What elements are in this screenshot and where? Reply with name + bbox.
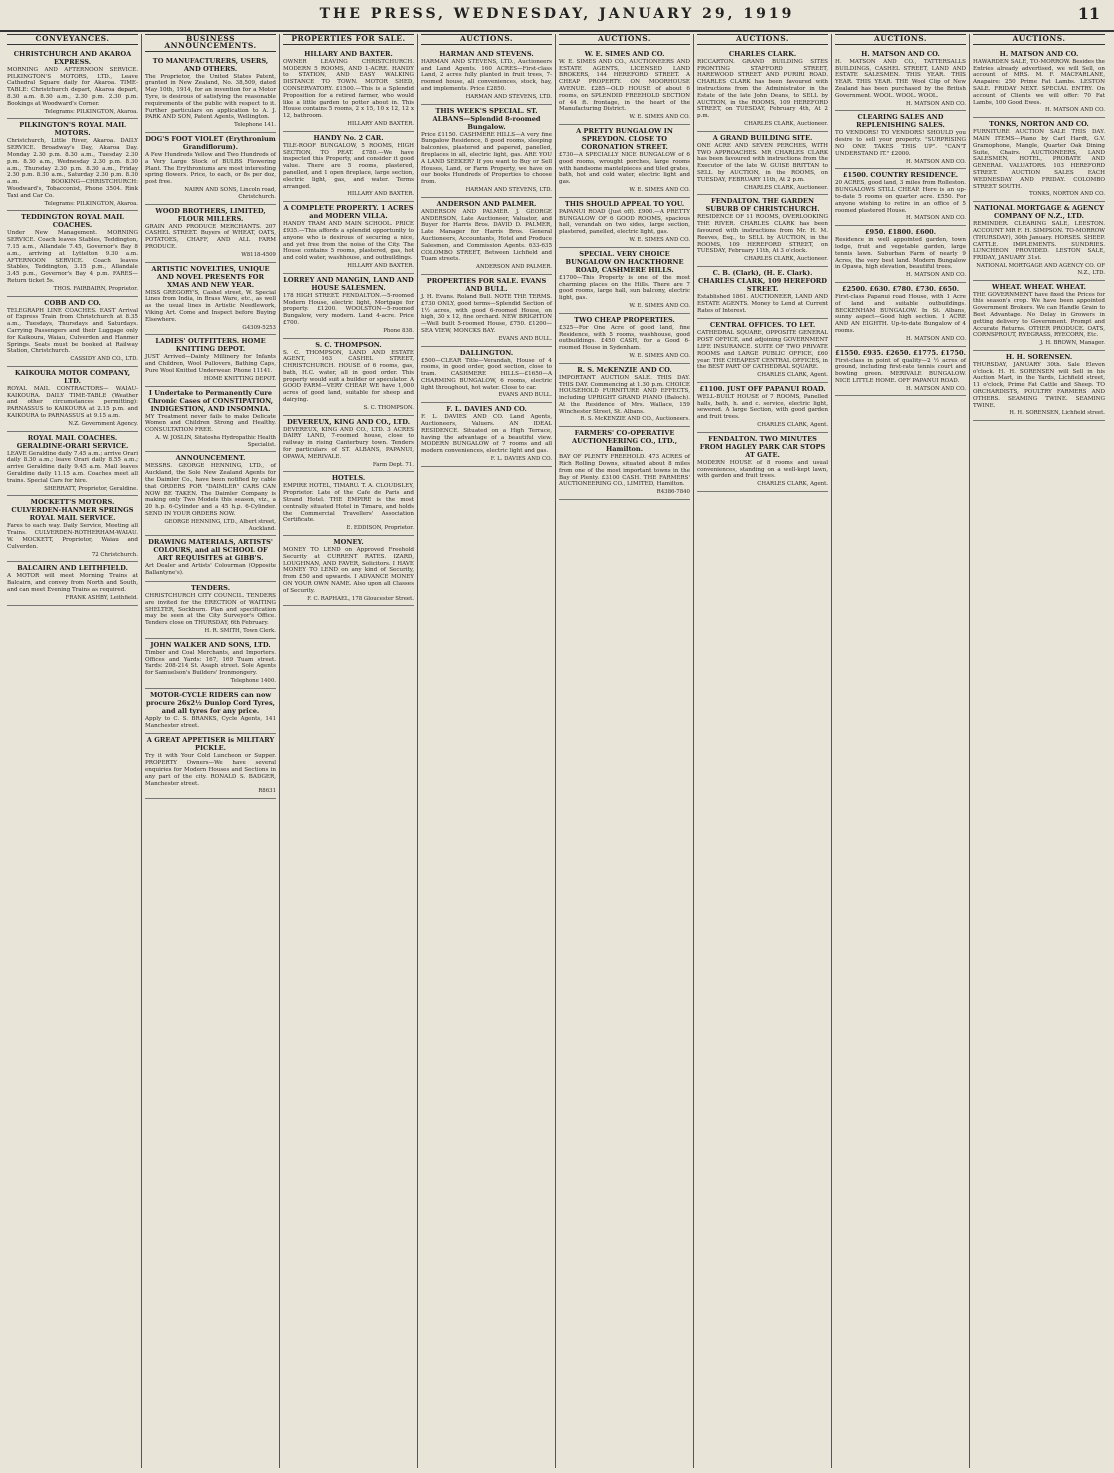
ad-headline: TWO CHEAP PROPERTIES. [574,315,675,324]
ad-body-text: £500—CLEAR Title—Verandah, House of 4 rooms, in good order, good section, close to tram. CASHMERE HILLS—£1650—A CHARMING BUNGALOW, 6 rooms, electric light throughout, hot water. Close to car. [421,357,552,391]
advertisement-block [421,105,552,198]
ad-headline: £1500. COUNTRY RESIDENCE. [842,171,959,180]
ad-signature: W8118-4509 [241,251,276,258]
newspaper-column [280,34,418,1468]
advertisement-block [973,351,1105,421]
ad-headline: £1550. £935. £2650. £1775. £1750. [835,348,966,357]
ad-signature: HILLARY AND BAXTER. [347,191,414,198]
ad-headline: THIS WEEK'S SPECIAL. ST. ALBANS—Splendid 8-roomed Bungalow. [432,106,541,131]
advertisement-block [283,48,414,132]
ad-headline: DRAWING MATERIALS, ARTISTS' COLOURS, and all SCHOOL OF ART REQUISITES at GIBB'S. [148,538,273,563]
ad-signature: R8631 [258,788,276,795]
ad-signature: W. E. SIMES AND CO. [629,302,690,309]
columns-container [4,34,1110,1468]
ad-body-text: THE GOVERNMENT have fixed the Prices for this season's crop. We have been appointed Government Brokers. We can Handle Grain to Best Advantage. No Delay in Growers in getting delivery to Government. Prompt and Accurate Returns. OTHER PRODUCE. OATS, CORNSPROUT, RYEGRASS, RYECORN, Etc. [973,291,1105,339]
ad-body-text: MISS GREGORY'S, Cashel street, W. Special Lines from India, in Brass Ware, etc., as well as the usual lines in Artistic Needlework, Viking Art. Come and Inspect before Buying Elsewhere. [145,289,276,323]
advertisement-block [7,211,138,296]
ad-headline: HARMAN AND STEVENS. [439,49,534,58]
ad-body-text: A Few Hundreds Yellow and Two Hundreds of a Very Large Stock of BULBS Flowering Plant. The Erythroniums are most interesting spring flowers. Price, to each, or 8s per doz, post free. [145,151,276,186]
ad-signature: EVANS AND BULL. [498,392,552,399]
ad-body-text: LEAVE Geraldine daily 7.45 a.m.; arrive Orari daily 8.30 a.m.; leave Orari daily 8.55 a.m.; arrive Geraldine daily 9.45 a.m. Mail leaves Geraldine daily 11.15 a.m. Coaches meet all trains. Special Cars for hire. [7,450,138,484]
ad-signature: Farm Dept. 71. [372,461,414,468]
ad-headline: PROPERTIES FOR SALE. EVANS AND BULL. [426,276,547,293]
ad-headline: DEVEREUX, KING AND CO., LTD. [286,417,411,426]
ad-body-text: Christchurch, Little River, Akaroa. DAILY SERVICE. Broadway's Day, Akaroa Day. Monday 2.30 p.m. 8.30 a.m., Tuesday 2.30 p.m. 8.30 a.m., Wednesday 2.30 p.m. 8.30 a.m., Thursday 2.30 p.m. 8.30 a.m., Friday 2.30 p.m. 8.30 a.m., Saturday 2.30 p.m. 8.30 a.m. BOOKING—CHRISTCHURCH: Woodward's, Tobacconist, Phone 3504. Rink Taxi and Car Co. [7,138,138,199]
ad-body-text: First-class Papanui road House, with 1 Acre of land and suitable outbuildings. BECKENHAM BUNGALOW. In St. Albans, sunny aspect—Good high section. 1 ACRE AND AN EIGHTH. Up-to-date Bungalow of 4 rooms. [835,293,966,334]
ad-signature: E. EDDISON, Proprietor. [346,525,414,532]
ad-headline: CHRISTCHURCH AND AKAROA EXPRESS. [13,49,132,66]
advertisement-block [697,195,828,267]
ad-signature: A. W. JOSLIN, Sitatosha Hydropathic Health Specialist. [155,434,276,448]
ad-headline: CLEARING SALES AND REPLENISHING SALES. [856,113,945,130]
ad-body-text: £1700—This Property is one of the most charming places on the Hills. There are 7 good rooms, large hall, sun balcony, electric light, gas. [559,274,690,302]
advertisement-block [835,111,966,169]
advertisement-block [7,496,138,562]
ad-body-text: EMPIRE HOTEL, TIMARU. T. A. CLOUDSLEY, Proprietor. Late of the Cafe de Paris and Strand Hotel. THE EMPIRE is the most centrally situated Hotel in Timaru, and holds the Commercial Travellers' Association Certificate. [283,483,414,524]
ad-signature: W. E. SIMES AND CO. [629,236,690,243]
ad-signature: Telephone 1400. [230,678,276,685]
advertisement-block [145,263,276,336]
ad-body-text: ANDERSON AND PALMER. J. GEORGE ANDERSON, Late Auctioneer, Valuator, and Buyer for Harris Bros. DAVID D. PALMER, Late Manager for Harris Bros. General Auctioneers, Accountants, Hotel and Produce Salesmen, and Commission Agents. 633-635 COLOMBO STREET, Between Lichfield and Tuam streets. [421,208,552,263]
ad-body-text: F. L. DAVIES AND CO. Land Agents, Auctioneers, Valuers. AN IDEAL RESIDENCE. Situated on a High Terrace, having the advantage of a beautiful view. MODERN BUNGALOW of 7 rooms and all modern conveniences, electric light and gas. [421,414,552,455]
ad-body-text: WELL-BUILT HOUSE of 7 ROOMS, Panelled halls, bath, h. and c. service, electric light, sewered. A large Section, with good garden and fruit trees. [697,393,828,421]
advertisement-block [697,319,828,383]
advertisement-block [145,689,276,735]
ad-body-text: MY Treatment never fails to make Delicate Women and Children Strong and Healthy. CONSULTATION FREE. [145,413,276,434]
ad-signature: HARMAN AND STEVENS, LTD. [465,93,552,100]
advertisement-block [145,133,276,205]
ad-headline: FENDALTON. THE GARDEN SUBURB OF CHRISTCHURCH. [705,197,820,214]
ad-headline: A GRAND BUILDING SITE. [712,133,813,142]
advertisement-block [697,433,828,492]
column-heading: AUCTIONS. [973,34,1105,45]
ad-body-text: REMINDER. CLEARING SALE, LEESTON. ACCOUNT MR F. H. SIMPSON. TO-MORROW (THURSDAY), 30th January. HORSES. SHEEP. CATTLE. IMPLEMENTS. SUNDRIES. LUNCHEON PROVIDED. LESTON SALE, FRIDAY, JANUARY 31st. [973,221,1105,262]
ad-headline: HILLARY AND BAXTER. [304,49,393,58]
advertisement-block [7,432,138,497]
ad-signature: J. H. BROWN, Manager. [1040,340,1105,347]
advertisement-block [421,403,552,467]
ad-body-text: H. MATSON AND CO., TATTERSALLS BUILDINGS, CASHEL STREET, LAND AND ESTATE SALESMEN. THIS YEAR. THIS YEAR. THIS YEAR. THE Wool Clip of New Zealand has been purchased by the British Government. WOOL. WOOL. WOOL. [835,58,966,99]
advertisement-block [421,48,552,105]
ad-body-text: S. C. THOMPSON, LAND AND ESTATE AGENT, 163 CASHEL STREET, CHRISTCHURCH. HOUSE of 6 rooms, gas, bath, H.C. water, all in good order. This property would suit a builder or speculator. A GOOD FARM—VERY CHEAP. WE have 1,000 acres of good land, suitable for sheep and dairying. [283,349,414,404]
page-number: 11 [1077,4,1100,23]
ad-signature: CHARLES CLARK, Auctioneer. [744,120,828,127]
ad-body-text: A MOTOR will meet Morning Trains at Balcairn, and convey from North and South, and can meet Evening Trains as required. [7,573,138,594]
column-heading: PROPERTIES FOR SALE. [283,34,414,45]
ad-signature: H. R. SMITH, Town Clerk. [204,628,276,635]
ad-signature: H. MATSON AND CO. [906,272,966,279]
advertisement-block [145,582,276,639]
ad-headline: HANDY No. 2 CAR. [313,133,384,142]
advertisement-block [283,536,414,606]
ad-signature: SHERRATT, Proprietor, Geraldine. [44,485,138,492]
advertisement-block [283,416,414,473]
ad-signature: N.Z. Government Agency. [68,420,138,427]
advertisement-block [697,48,828,132]
ad-signature: Phone 838. [383,327,414,334]
ad-body-text: IMPORTANT AUCTION SALE. THIS DAY. THIS DAY. Commencing at 1.30 p.m. CHOICE HOUSEHOLD FURNITURE AND EFFECTS, including UPRIGHT GRAND PIANO (Baloch). At the Residence of Mrs. Wallace, 159 Winchester Street, St. Albans. [559,374,690,415]
advertisement-block [145,205,276,263]
ad-signature: F. L. DAVIES AND CO. [490,456,552,463]
ad-body-text: 178 HIGH STREET. FENDALTON.—5-roomed Modern House, electric light, Mortgage for property. £1200. WOOLSTON—5-roomed Bungalow, very modern. Land 4-acre. Price £700. [283,292,414,326]
ad-signature: G4309-5253 [242,324,276,331]
ad-body-text: £325—For One Acre of good land, fine Residence, with 5 rooms, washhouse, good outbuildings. £450 CASH, for a Good 6-roomed House in Sydenham. [559,324,690,352]
ad-headline: THIS SHOULD APPEAL TO YOU. [564,199,685,208]
ad-headline: £2500. £630. £780. £730. £650. [841,284,959,293]
ad-signature: R. S. McKENZIE AND CO., Auctioneers. [580,416,690,423]
advertisement-block [283,472,414,536]
ad-headline: I Undertake to Permanently Cure Chronic Cases of CONSTIPATION, INDIGESTION, AND INSOMNIA. [147,388,274,413]
ad-body-text: Residence in well appointed garden, town lodge, fruit and vegetable garden, large tennis lawn. Suburban Farm of nearly 9 Acres, the very best land. Modern Bungalow in Opawa, high elevation, beautiful trees. [835,237,966,271]
advertisement-block [283,132,414,202]
ad-body-text: 20 ACRES, good land, 3 miles from Rolleston. BUNGALOWS STILL CHEAP. Here is an up-to-date 5 rooms on quarter acre. £550. For anyone wishing to retire in an office of 5 roomed plastered House. [835,180,966,214]
advertisement-block [559,48,690,125]
advertisement-block [973,202,1105,280]
ad-body-text: HARMAN AND STEVENS, LTD., Auctioneers and Land Agents. 160 ACRES—First-class Land, 2 acres fully planted in fruit trees, 7-roomed house, all conveniences, stock, hay, and implements. Price £2850. [421,58,552,92]
ad-body-text: BAY OF PLENTY FREEHOLD. 473 ACRES of Rich Rolling Downs, situated about 8 miles from one of the most important towns in the Bay of Plenty. £3100 CASH. THE FARMERS' AUCTIONEERING CO., LIMITED, Hamilton. [559,454,690,488]
ad-headline: ROYAL MAIL COACHES. GERALDINE-ORARI SERVICE. [16,433,129,450]
ad-headline: LORREY AND MANGIN, LAND AND HOUSE SALESMEN. [283,275,414,292]
ad-signature: HILLARY AND BAXTER. [347,262,414,269]
ad-signature: HILLARY AND BAXTER. [347,120,414,127]
ad-body-text: TELEGRAPH LINE COACHES. EAST Arrival of Express Train from Christchurch at 8.35 a.m., Tuesdays, Thursdays and Saturdays. Carrying Passengers and their Luggage only for Kaikoura, Waiau, Culverden and Hanmer Springs. Seats must be booked at Railway Station, Christchurch. [7,307,138,355]
column-heading: BUSINESS ANNOUNCEMENTS. [145,34,276,52]
ad-headline: COBB AND CO. [44,298,101,307]
advertisement-block [697,132,828,196]
ad-signature: FRANK ASHBY, Leithfield. [65,594,138,601]
ad-headline: C. B. (Clark), (H. E. Clark). CHARLES CLARK, 109 HEREFORD STREET. [697,268,828,293]
ad-headline: H. MATSON AND CO. [861,49,940,58]
ad-signature: Telegrams: PILKINGTON, Akaroa. [44,200,138,207]
advertisement-block [145,536,276,582]
ad-body-text: MODERN HOUSE of 8 rooms and usual conveniences, standing on a well-kept lawn, with garden and fruit trees. [697,459,828,480]
ad-signature: NATIONAL MORTGAGE AND AGENCY CO. OF N.Z., LTD. [976,262,1105,276]
advertisement-block [283,339,414,416]
ad-body-text: CATHEDRAL SQUARE, OPPOSITE GENERAL POST OFFICE, and adjoining GOVERNMENT LIFE INSURANCE. SUITE OF TWO PRIVATE ROOMS and LARGE PUBLIC OFFICE, £60 year. THE CHEAPEST CENTRAL OFFICES, in the BEST PART OF CATHEDRAL SQUARE. [697,330,828,371]
ad-signature: W. E. SIMES AND CO. [629,114,690,121]
ad-body-text: RESIDENCE OF 11 ROOMS, OVERLOOKING THE RIVER. CHARLES CLARK has been favoured with instructions from Mr. H. M. Reeves, Esq., to SELL by AUCTION, in the ROOMS, 109 HEREFORD STREET, on TUESDAY, February 11th, At 3 o'clock. [697,214,828,255]
advertisement-block [421,347,552,404]
ad-signature: CHARLES CLARK, Agent. [757,481,828,488]
ad-headline: WHEAT. WHEAT. WHEAT. [992,282,1086,291]
ad-signature: 72 Christchurch. [91,551,138,558]
advertisement-block [835,48,966,112]
ad-body-text: RICCARTON. GRAND BUILDING SITES FRONTING STAFFORD STREET, HAREWOOD STREET AND PURIRI ROAD. CHARLES CLARK has been favoured with instructions from the Administrator in the Estate of the late John Deans, to SELL by AUCTION, in the ROOMS, 109 HEREFORD STREET, on TUESDAY, February 4th, At 2 p.m. [697,58,828,120]
ad-headline: W. E. SIMES AND CO. [584,49,665,58]
advertisement-block [835,283,966,347]
ad-body-text: ROYAL MAIL CONTRACTORS— WAIAU-KAIKOURA. DAILY TIME-TABLE (Weather and other circumstances permitting): PARNASSUS to KAIKOURA at 2.15 p.m. and KAIKOURA to PARNASSUS at 9.15 a.m. [7,385,138,420]
ad-signature: S. C. THOMPSON. [363,404,414,411]
column-heading: AUCTIONS. [421,34,552,45]
ad-signature: HOME KNITTING DEPOT. [203,375,276,382]
ad-headline: A COMPLETE PROPERTY. 1 ACRES and MODERN VILLA. [283,204,414,221]
ad-signature: H. MATSON AND CO. [1045,107,1105,114]
ad-headline: MONEY. [333,538,364,547]
newspaper-column [556,34,694,1468]
ad-signature: W. E. SIMES AND CO. [629,352,690,359]
advertisement-block [559,314,690,364]
ad-signature: Telegrams: PILKINGTON, Akaroa. [44,108,138,115]
advertisement-block [7,297,138,367]
ad-body-text: HAWARDEN SALE, TO-MORROW. Besides the Entries already advertised, we will Sell, on account of MRS. M. F. MACFARLANE, Anapaire: 250 Prime Fat Lambs. LESTON SALE. FRIDAY NEXT. SPECIAL ENTRY. On account of Clients we will offer: 70 Fat Lambs, 100 Good Ewes. [973,58,1105,106]
ad-headline: A GREAT APPETISER is MILITARY PICKLE. [146,736,275,753]
ad-body-text: JUST Arrived—Dainty Millinery for Infants and Children, Wool Pullovers, Bathing Caps, Pure Wool Knitted Underwear. Phone 11141. [145,354,276,374]
advertisement-block [145,639,276,689]
ad-signature: H. MATSON AND CO. [906,100,966,107]
advertisement-block [145,335,276,386]
advertisement-block [283,274,414,339]
advertisement-block [559,125,690,198]
ad-signature: W. E. SIMES AND CO. [629,186,690,193]
ad-headline: FARMERS' CO-OPERATIVE AUCTIONEERING CO., LTD., Hamilton. [571,429,678,454]
advertisement-block [835,226,966,283]
ad-headline: F. L. DAVIES AND CO. [446,405,527,414]
ad-headline: CENTRAL OFFICES. TO LET. [709,321,816,330]
ad-body-text: CHRISTCHURCH CITY COUNCIL. TENDERS are invited for the ERECTION of WAITING SHELTER, Sockburn. Plan and specification may be seen at the City Surveyor's Office. Tenders close on THURSDAY, 6th February. [145,593,276,627]
ad-headline: PILKINGTON'S ROYAL MAIL MOTORS. [19,121,126,138]
ad-headline: TO MANUFACTURERS, USERS, AND OTHERS. [152,56,269,73]
ad-body-text: Under New Management. MORNING SERVICE. Coach leaves Stables, Teddington, 7.15 a.m., Allandale 7.45, Governor's Bay 8 a.m., arriving at Lyttelton 9.30 a.m. AFTERNOON SERVICE. Coach leaves Stables, Teddington, 3.15 p.m., Allandale 3.45 p.m., Governor's Bay 4 p.m. FARES—Return ticket 5s. [7,230,138,284]
ad-headline: DOG'S FOOT VIOLET (Erythronium Grandiflorum). [145,134,276,151]
advertisement-block [7,367,138,432]
ad-headline: JOHN WALKER AND SONS, LTD. [150,640,271,649]
ad-signature: H. MATSON AND CO. [906,335,966,342]
ad-body-text: PAPANUI ROAD (Just off). £900.—A PRETTY BUNGALOW OF 6 GOOD ROOMS, spacious hall, verandah on two sides, large section, plastered, panelled, electric light, gas. [559,208,690,236]
advertisement-block [559,427,690,500]
ad-body-text: DEVEREUX, KING AND CO., LTD. 3 ACRES DAIRY LAND, 7-roomed house, close to railway in rising Canterbury town. Tenders for particulars of ST. ALBANS, PAPANUI, OPAWA, MERIVALE. [283,426,414,460]
ad-headline: H. MATSON AND CO. [999,49,1079,58]
ad-signature: THOS. FAIRBAIRN, Proprietor. [53,285,138,292]
ad-body-text: £730—A SPECIALLY NICE BUNGALOW of 6 good rooms, wrought porches, large rooms with handsome mantelpieces and tiled grates, bath, hot and cold water, electric light and gas. [559,151,690,186]
column-heading: CONVEYANCES. [7,34,138,45]
ad-body-text: Fares to each way. Daily Service, Meeting all Trains. CULVERDEN-ROTHERHAM-WAIAU. W. MOCKETT, Proprietor, Waiau and Culverden. [7,523,138,550]
ad-body-text: Try it with Your Cold Luncheon or Supper. PROPERTY Owners—We have several enquiries for Modern Houses and Sections in any part of the city. RONALD S. BADGER, Manchester street. [145,753,276,787]
newspaper-column [4,34,142,1468]
ad-headline: H. H. SORENSEN. [1005,352,1073,361]
ad-headline: KAIKOURA MOTOR COMPANY, LTD. [14,368,131,385]
ad-headline: MOTOR-CYCLE RIDERS can now procure 26x2½ Dunlop Cord Tyres, and all tyres for any price. [146,690,275,715]
ad-body-text: FURNITURE AUCTION SALE THIS DAY. MAIN ITEMS—Piano by Carl Hardt, G.V. Gramophone, Mangle, Quarter Oak Dining Suite, Chairs. AUCTIONEERS, LAND SALESMEN, HOTEL, PROBATE AND GENERAL VALUATORS. 103 HEREFORD STREET. AUCTION SALES EACH WEDNESDAY AND FRIDAY. COLOMBO STREET SOUTH. [973,129,1105,190]
ad-signature: ANDERSON AND PALMER. [476,264,552,271]
advertisement-block [7,562,138,605]
advertisement-block [7,48,138,120]
ad-body-text: GRAIN AND PRODUCE MERCHANTS. 207 CASHEL STREET. Buyers of WHEAT, OATS, POTATOES, CHAFF, AND ALL FARM PRODUCE. [145,223,276,250]
ad-signature: CHARLES CLARK, Agent. [757,372,828,379]
ad-signature: GEORGE HENNING, LTD., Albert street, Auckland. [164,518,276,532]
newspaper-column [694,34,832,1468]
ad-headline: TENDERS. [190,584,230,593]
advertisement-block [283,202,414,274]
ad-signature: CASSIDY AND CO., LTD. [70,356,138,363]
column-heading: AUCTIONS. [559,34,690,45]
advertisement-block [145,387,276,453]
ad-body-text: THURSDAY, JANUARY 30th. Sale Eleven o'clock. H. H. SORENSEN will Sell in his Auction Mart, in the Yards, Lichfield street, 11 o'clock, Prime Fat Cattle and Sheep. TO ORCHARDISTS, POULTRY FARMERS AND OTHERS. SEAMING TWINE. SEAMING TWINE. [973,361,1105,409]
ad-signature: F. C. RAPHAEL, 178 Gloucester Street. [307,595,414,602]
ad-headline: R. S. McKENZIE AND CO. [577,365,672,374]
advertisement-block [145,55,276,133]
ad-body-text: First-class in point of quality—2 ½ acres of ground, including first-rate tennis court and bowling green. MERIVALE BUNGALOW. NICE LITTLE HOME. OFF PAPANUI ROAD. [835,357,966,384]
ad-body-text: Timber and Coal Merchants, and Importers. Offices and Yards: 167, 169 Tuam street. Yards: 208-214 St. Asaph street. Sole Agents for Samuelson's Builders' Ironmongery. [145,649,276,677]
newspaper-column [970,34,1108,1468]
advertisement-block [835,169,966,226]
ad-headline: ANDERSON AND PALMER. [436,199,537,208]
advertisement-block [145,452,276,536]
ad-headline: BALCAIRN AND LEITHFIELD. [17,564,128,573]
ad-headline: S. C. THOMPSON. [315,340,382,349]
ad-headline: ARTISTIC NOVELTIES, UNIQUE AND NOVEL PRESENTS FOR XMAS AND NEW YEAR. [151,264,270,289]
advertisement-block [559,198,690,248]
ad-signature: H. MATSON AND CO. [906,158,966,165]
ad-signature: R4386-7840 [656,489,690,496]
ad-body-text: ONE ACRE AND SEVEN PERCHES, WITH TWO APPROACHES. MR CHARLES CLARK has been favoured with instructions from the Executor of the late W. GUISE BRITTAN to SELL by AUCTION, in the ROOMS, on TUESDAY, FEBRUARY 11th, At 2 p.m. [697,142,828,183]
ad-headline: £1100. JUST OFF PAPANUI ROAD. [699,384,826,393]
ad-signature: H. H. SORENSEN, Lichfield street. [1009,410,1105,417]
ad-signature: Telephone 141. [234,122,276,129]
ad-body-text: MESSRS. GEORGE HENNING, LTD., of Auckland, the Sole New Zealand Agents for the Daimler Co., have been notified by cable that ORDERS FOR "DAIMLER" CARS CAN NOW BE TAKEN. The Daimler Company is making only Two Models this season, viz., a 20 h.p. 6-Cylinder and a 45 h.p. 6-Cylinder. SEND IN YOUR ORDERS NOW. [145,463,276,518]
ad-signature: CHARLES CLARK, Auctioneer. [744,256,828,263]
ad-signature: H. MATSON AND CO. [906,385,966,392]
ad-headline: DALLINGTON. [459,348,514,357]
advertisement-block [973,48,1105,118]
advertisement-block [835,347,966,397]
ad-signature: H. MATSON AND CO. [906,215,966,222]
ad-headline: SPECIAL. VERY CHOICE BUNGALOW ON HACKTHORNE ROAD, CASHMERE HILLS. [565,249,684,274]
advertisement-block [559,248,690,314]
ad-signature: TONKS, NORTON AND CO. [1029,191,1105,198]
ad-body-text: W. E. SIMES AND CO., AUCTIONEERS AND ESTATE AGENTS, LICENSED LAND BROKERS, 144 HEREFORD STREET. A CHEAP PROPERTY. ON MOORHOUSE AVENUE. £285—OLD HOUSE of about 6 rooms, on SPLENDID FREEHOLD SECTION of 44 ft. frontage, in the heart of the Manufacturing District. [559,58,690,113]
ad-body-text: MONEY TO LEND on Approved Freehold Security at CURRENT RATES. IZARD, LOUGHNAN, AND FAVER, Solicitors. I HAVE MONEY TO LEND on any kind of Security, from £50 and upwards. I ADVANCE MONEY ON YOUR OWN NAME. Also upon all Classes of Security. [283,547,414,594]
ad-signature: CHARLES CLARK, Auctioneer. [744,184,828,191]
advertisement-block [973,281,1105,351]
ad-signature: NAIRN AND SONS, Lincoln road, Christchurch. [184,186,276,200]
ad-signature: EVANS AND BULL. [498,335,552,342]
ad-headline: TONKS, NORTON AND CO. [989,120,1089,129]
ad-body-text: TO VENDORS! TO VENDORS! SHOULD you desire to sell your property. "SURPRISING NO ONE TAKES THIS UP". "CAN'T UNDERSTAND IT." £2000. [835,130,966,157]
ad-headline: LADIES' OUTFITTERS. HOME KNITTING DEPOT. [155,337,266,354]
newspaper-title: THE PRESS, WEDNESDAY, JANUARY 29, 1919 [319,6,795,22]
ad-signature: CHARLES CLARK, Agent. [757,422,828,429]
ad-body-text: TILE-ROOF BUNGALOW, 5 ROOMS, HIGH SECTION, TO PEAT. £780.—We have inspected this Property, and consider it good value. There are 5 rooms, plastered, panelled, and 1 open fireplace, large section, electric light, gas, and water. Terms arranged. [283,142,414,190]
ad-headline: NATIONAL MORTGAGE & AGENCY COMPANY OF N.Z., LTD. [974,204,1104,221]
ad-body-text: The Proprietor, the United States Patent, granted in New Zealand, No. 38,509, dated May 10th, 1914, for an invention for a Motor Tyre, is desirous of satisfying the reasonable requirements of the public with respect to it. Further particulars on application to A. J. PARK AND SON, Patent Agents, Wellington. [145,73,276,121]
ad-body-text: J. H. Evans. Roland Bull. NOTE THE TERMS. £730 ONLY, good terms—Splendid Section of 1½ acres, with good 6-roomed House, on high, 30 x 12, fine orchard. NEW BRIGHTON—Well built 5-roomed House, £750. £1200—SEA VIEW, MONCKS BAY. [421,293,552,334]
newspaper-column [832,34,970,1468]
ad-headline: £950. £1800. £600. [864,228,937,237]
ad-body-text: HANDY TRAM AND MAIN SCHOOL. PRICE £935.—This affords a splendid opportunity to anyone who is desirous of securing a nice, and yet free from the noise of the City. The House contains 5 rooms, plastered, gas, hot and cold water, washhouse, and outbuildings. [283,221,414,262]
column-heading: AUCTIONS. [697,34,828,45]
ad-signature: HARMAN AND STEVENS, LTD. [465,186,552,193]
advertisement-block [421,275,552,347]
ad-body-text: Established 1861. AUCTIONEER, LAND AND ESTATE AGENTS. Money to Lend at Current Rates of Interest. [697,293,828,314]
ad-body-text: Price £1150. CASHMERE HILLS—A very fine Bungalow Residence, 8 good rooms, sleeping balconies, plastered and papered, panelled, fireplaces in all, electric light, gas. ARE YOU A LAND SEEKER? If you want to Buy or Sell Houses, Land, or Farm Property, we have on our books Hundreds of Properties to choose from. [421,131,552,186]
ad-headline: WOOD BROTHERS, LIMITED, FLOUR MILLERS. [155,206,266,223]
ad-body-text: Apply to C. S. BRANKS, Cycle Agents, 141 Manchester street. [145,715,276,729]
ad-body-text: MORNING AND AFTERNOON SERVICE. PILKINGTON'S MOTORS, LTD., Leave Cathedral Square daily for Akaroa. TIME-TABLE: Christchurch depart, Akaroa depart, 8.30 a.m. 8.30 a.m., 2.30 p.m. 2.30 p.m. Bookings at Woodward's Corner. [7,66,138,107]
newspaper-column [142,34,280,1468]
advertisement-block [697,383,828,433]
advertisement-block [7,119,138,211]
newspaper-column [418,34,556,1468]
advertisement-block [145,734,276,799]
ad-headline: FENDALTON. TWO MINUTES FROM HAGLEY PARK CAR STOPS AT GATE. [699,434,826,459]
advertisement-block [973,118,1105,202]
ad-headline: MOCKETT'S MOTORS. CULVERDEN-HANMER SPRINGS ROYAL MAIL SERVICE. [11,498,134,523]
masthead [0,0,1114,32]
ad-headline: HOTELS. [331,474,366,483]
advertisement-block [697,267,828,319]
ad-body-text: OWNER LEAVING CHRISTCHURCH. MODERN 5 ROOMS, AND 1-ACRE. HANDY to STATION, AND EASY WALKING DISTANCE TO TOWN. MOTOR SHED, CONSERVATORY. £1500.—This is a Splendid Proposition for a retired farmer, who would like a little garden to potter about in. This House contains 5 rooms, 2 x 15, 10 x 12, 12 x 12, bathroom. [283,58,414,120]
advertisement-block [559,364,690,428]
ad-headline: TEDDINGTON ROYAL MAIL COACHES. [21,213,124,230]
ad-headline: A PRETTY BUNGALOW IN SPREYDON. CLOSE TO CORONATION STREET. [576,126,673,151]
ad-body-text: Art Dealer and Artists' Colourman (Opposite Ballantyne's). [145,563,276,577]
ad-headline: CHARLES CLARK. [728,49,797,58]
column-heading: AUCTIONS. [835,34,966,45]
advertisement-block [421,198,552,275]
ad-headline: ANNOUNCEMENT. [175,454,246,463]
